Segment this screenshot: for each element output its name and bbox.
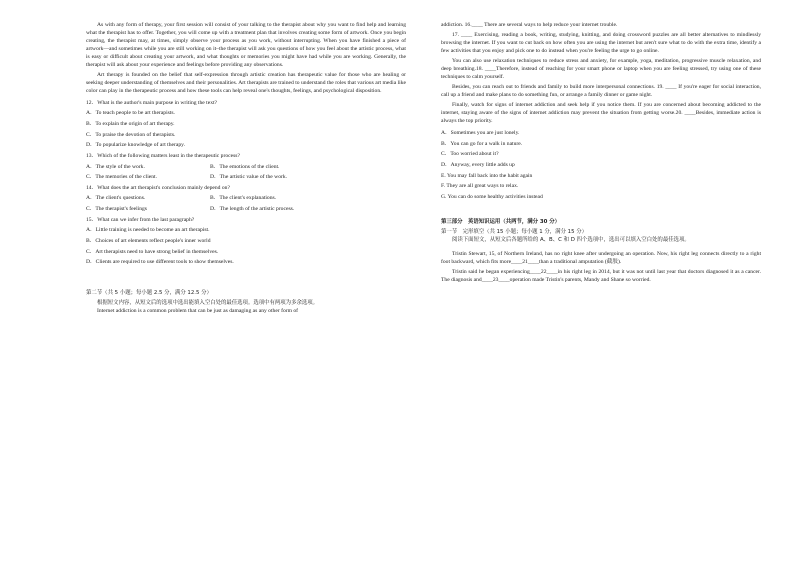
question-14-stem: 14．What does the art therapist's conclusion mainly depend on? bbox=[86, 184, 230, 191]
question-13-option-a: A．The style of the work. bbox=[86, 163, 145, 170]
question-13 bbox=[86, 151, 406, 183]
cloze-paragraph-2: Tristin said he began experiencing____22____in his right leg in 2014, but it was not until last year that doctors diagnosed it as a cancer. The diagnosis and____23____operation made Tristin's parents, Mandy and Shane so worried. bbox=[441, 268, 761, 283]
question-14-row-2 bbox=[86, 204, 406, 215]
part-3-instructions: 阅读下面短文，从短文后各题所给的 A、B、C 和 D 四个选项中，选出可以填入空白处的最佳选项。 bbox=[452, 237, 690, 244]
question-14-row-1 bbox=[86, 193, 406, 204]
passage-line-16: addiction. 16.____ There are several ways to help reduce your internet trouble. bbox=[441, 22, 618, 28]
option-c: C．Too worried about it? bbox=[441, 151, 499, 158]
passage-internet-start: Internet addiction is a common problem that can be just as damaging as any other form of bbox=[97, 308, 299, 315]
passage-paragraph-1: As with any form of therapy, your first session will consist of your talking to the therapist about why you want to find help and learning what the therapist has to offer. Together, you will come up with a treatment plan that involves creating some form of artwork. Once you begin creating, the therapist may, at times, simply observe your process as you work, without interrupting. When you have finished a piece of artwork—and sometimes while you are still working on it–the therapist will ask you questions of how you feel about the artistic process, what is easy or difficult about creating your artwork, and what thoughts or memories you might have had while you are working. Generally, the therapist will ask about your experience and feelings before providing any observations. bbox=[86, 22, 406, 68]
question-14-option-a: A．The client's questions. bbox=[86, 195, 146, 202]
question-14-option-c: C．The therapist's feelings bbox=[86, 206, 147, 213]
question-12-option-c: C．To praise the devotion of therapists. bbox=[86, 131, 176, 138]
question-13-option-c: C．The memories of the client. bbox=[86, 174, 157, 181]
option-g: G. You can do some healthy activities instead bbox=[441, 193, 543, 200]
question-13-option-d: D．The artistic value of the work. bbox=[210, 174, 288, 181]
option-d: D．Anyway, every little adds up bbox=[441, 162, 515, 169]
question-15-option-d: D．Clients are required to use different tools to show themselves. bbox=[86, 259, 234, 266]
option-e: E. You may fall back into the habit again bbox=[441, 172, 533, 179]
option-b: B．You can go for a walk in nature. bbox=[441, 140, 523, 147]
passage-paragraph-2: Art therapy is founded on the belief that self-expression through artistic creation has therapeutic value for those who are healing or seeking deeper understanding of themselves and their personalities. Art therapists are trained to understand the roles that various art media like color can play in the therapeutic process and how these tools can help reveal one's thoughts, feelings, and psychological disposition. bbox=[86, 71, 406, 94]
right-column bbox=[441, 22, 761, 287]
question-14 bbox=[86, 183, 406, 215]
question-13-row-1 bbox=[86, 162, 406, 173]
question-12-stem: 12．What is the author's main purpose in writing the text? bbox=[86, 99, 218, 106]
question-15 bbox=[86, 215, 406, 268]
question-15-option-b: B．Choices of art elements reflect people's inner world bbox=[86, 237, 211, 244]
question-15-option-a: A．Little training is needed to become an art therapist. bbox=[86, 227, 210, 234]
section-2-title: 第二节（共 5 小题；每小题 2.5 分，满分 12.5 分） bbox=[86, 289, 212, 296]
question-12-option-d: D．To popularize knowledge of art therapy. bbox=[86, 142, 185, 149]
question-12-option-a: A．To teach people to be art therapists. bbox=[86, 110, 175, 117]
passage-paragraph-20: Finally, watch for signs of internet addiction and seek help if you notice them. If you are concerned about becoming addicted to the internet, staying aware of the signs of internet addiction may prevent the situation from getting worse.20. ____Besides, immediate action is always the top priority. bbox=[441, 102, 761, 125]
cloze-paragraph-1: Tristin Stewart, 15, of Northern Ireland, has no right knee after undergoing an operation. Now, his right leg connects directly to a right foot backward, which fits more____21____than a traditional amputation (截肢). bbox=[441, 250, 761, 265]
question-13-stem: 13．Which of the following matters least in the therapeutic process? bbox=[86, 152, 240, 159]
question-14-option-d: D．The length of the artistic process. bbox=[210, 206, 295, 213]
section-2-instructions: 根据短文内容，从短文后的选项中选出能填入空白处的最佳选项。选项中有两项为多余选项。 bbox=[97, 300, 319, 307]
question-13-row-2 bbox=[86, 172, 406, 183]
option-a: A．Sometimes you are just lonely. bbox=[441, 130, 520, 137]
question-12-option-b: B．To explain the origin of art therapy. bbox=[86, 121, 175, 128]
passage-paragraph-19: Besides, you can reach out to friends and family to build more interpersonal connections. 19. ____ If you're eager for social interaction, call up a friend and make plans to do something fun, or arrange a family dinner or game night. bbox=[441, 84, 761, 99]
passage-paragraph-17: 17. ____ Exercising, reading a book, writing, studying, knitting, and doing crossword puzzles are all better alternatives to mindlessly browsing the internet. If you want to cut back on how often you are using the internet but aren't sure what to do with the extra time, identify a few activities that you enjoy and pick one to do instead when you're feeling the urge to go online. bbox=[441, 32, 761, 54]
options-list bbox=[441, 128, 761, 202]
left-column bbox=[86, 22, 406, 318]
part-3-title: 第三部分 英语知识运用（共两节，满分 30 分） bbox=[441, 218, 561, 225]
question-15-stem: 15．What can we infer from the last paragraph? bbox=[86, 216, 195, 223]
question-15-option-c: C．Art therapists need to have strong belief in themselves. bbox=[86, 248, 219, 255]
part-3-section-1-title: 第一节 完形填空（共 15 小题；每小题 1 分，满分 15 分） bbox=[441, 228, 588, 235]
option-f: F. They are all great ways to relax. bbox=[441, 183, 519, 190]
question-12 bbox=[86, 98, 406, 151]
passage-paragraph-18: You can also use relaxation techniques to reduce stress and anxiety, for example, yoga, meditation, progressive muscle relaxation, and deep breathing.18. ____Therefore, instead of reaching for your smart phone or laptop when you are feeling stressed, try using one of these techniques to calm yourself. bbox=[441, 58, 761, 80]
question-13-option-b: B．The emotions of the client. bbox=[210, 163, 280, 170]
question-14-option-b: B．The client's explanations. bbox=[210, 195, 277, 202]
